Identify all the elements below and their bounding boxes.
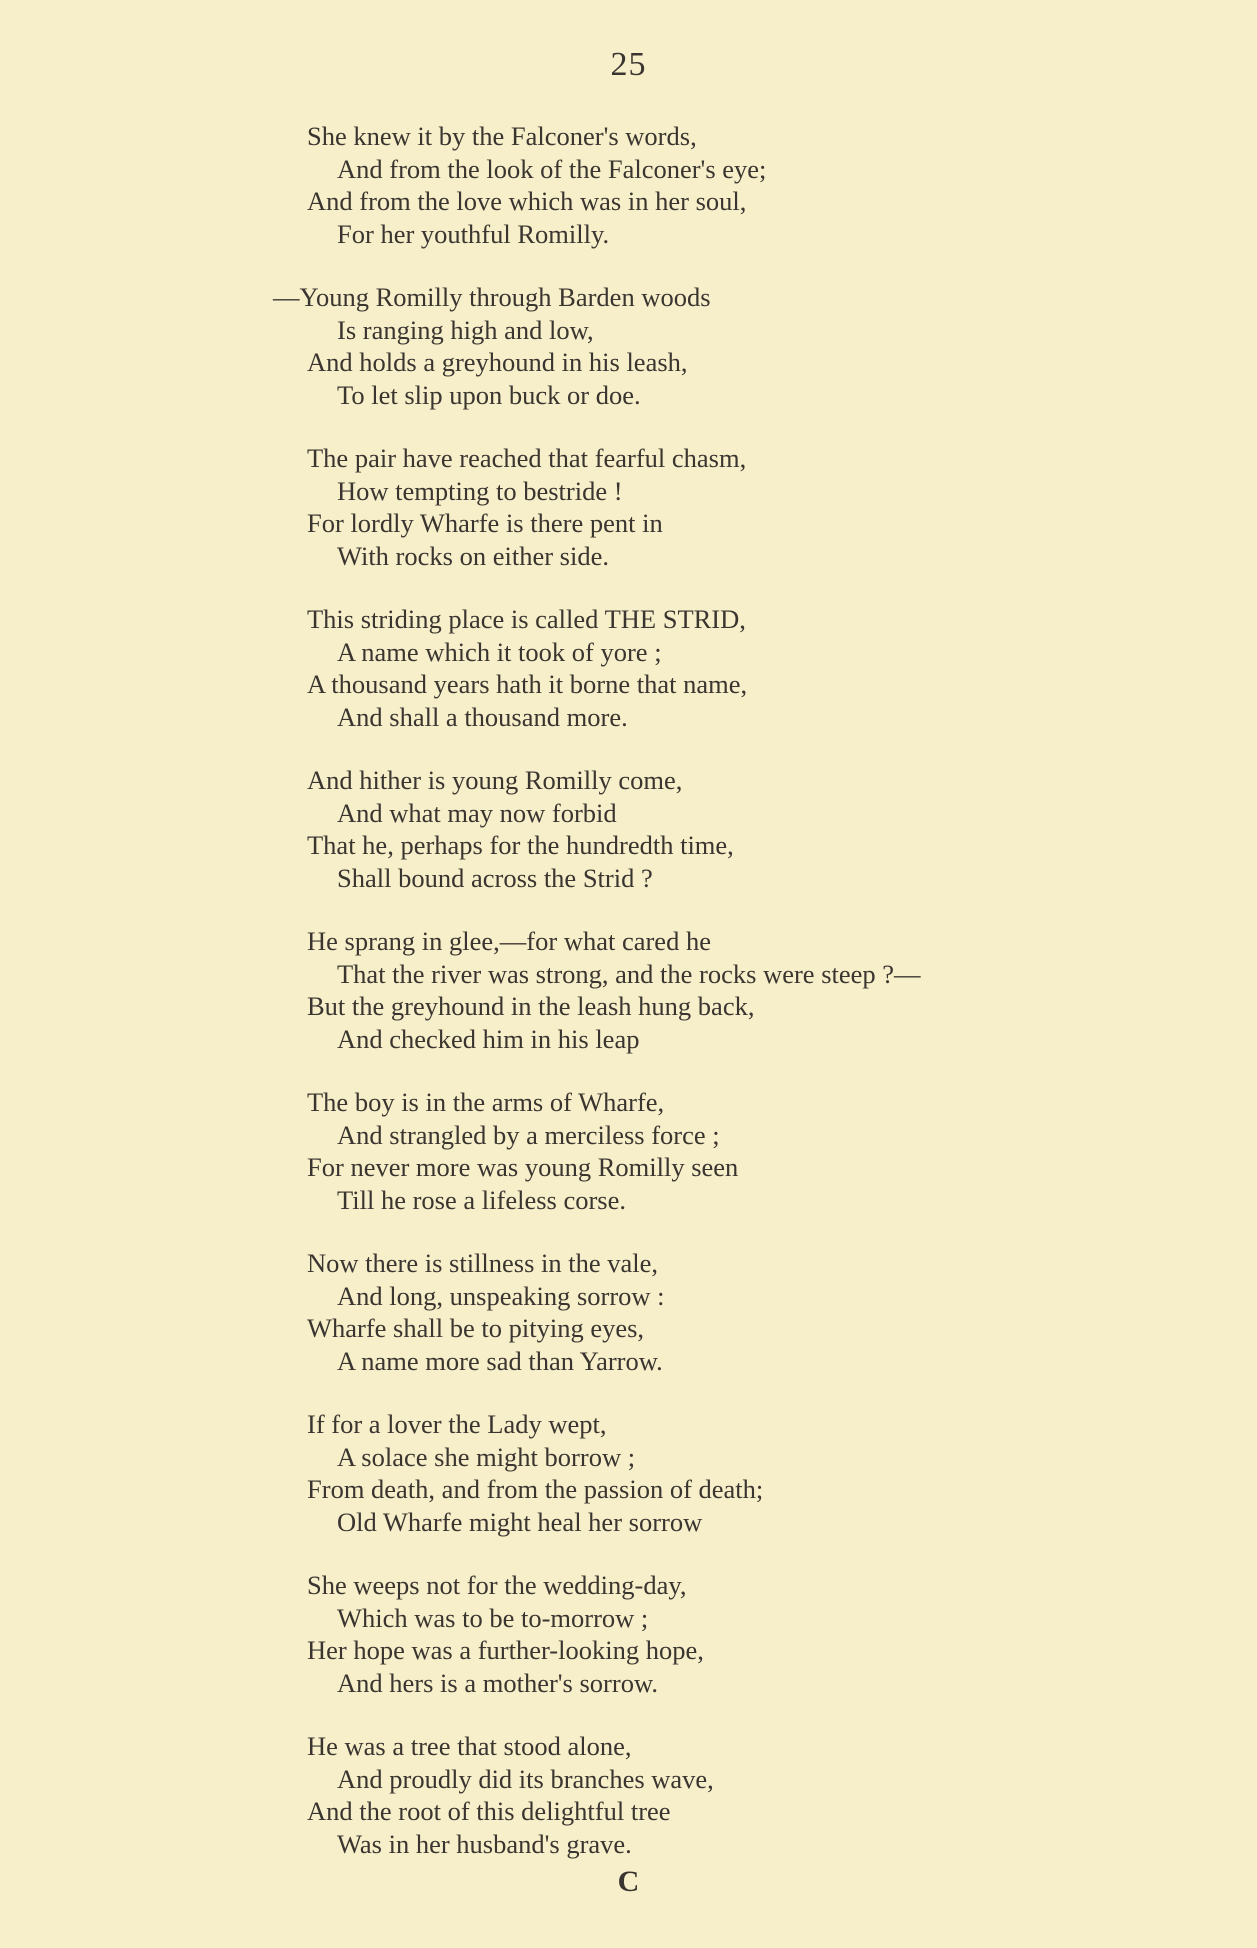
poem-line: And checked him in his leap: [337, 1023, 640, 1054]
poem-line: Her hope was a further-looking hope,: [307, 1635, 704, 1665]
poem-line: Till he rose a lifeless corse.: [337, 1184, 626, 1215]
poem-line: A solace she might borrow ;: [337, 1441, 636, 1472]
poem-line: —Young Romilly through Barden woods: [273, 282, 711, 312]
poem-line: And long, unspeaking sorrow :: [337, 1280, 665, 1311]
poem-line: Shall bound across the Strid ?: [337, 862, 653, 893]
poem-line: That he, perhaps for the hundredth time,: [307, 830, 734, 860]
poem-line: To let slip upon buck or doe.: [337, 379, 641, 410]
poem-line: And what may now forbid: [337, 797, 617, 828]
poem-line: A name more sad than Yarrow.: [337, 1345, 663, 1376]
stanza: [0, 1247, 1257, 1377]
poem-line: For lordly Wharfe is there pent in: [307, 508, 663, 538]
poem-line: And hers is a mother's sorrow.: [337, 1667, 659, 1698]
stanza: [0, 1408, 1257, 1538]
poem-line: With rocks on either side.: [337, 540, 609, 571]
poem-line: How tempting to bestride !: [337, 475, 623, 506]
poem-line: And strangled by a merciless force ;: [337, 1119, 720, 1150]
poem-line: Now there is stillness in the vale,: [307, 1248, 659, 1278]
poem-line: Which was to be to-morrow ;: [337, 1602, 649, 1633]
poem-line: And from the love which was in her soul,: [307, 186, 747, 216]
poem-line: And holds a greyhound in his leash,: [307, 347, 688, 377]
poem-line: And proudly did its branches wave,: [337, 1763, 714, 1794]
stanza: [0, 764, 1257, 894]
poem-line: He sprang in glee,—for what cared he: [307, 926, 711, 956]
poem-line: And the root of this delightful tree: [307, 1796, 671, 1826]
stanza: [0, 120, 1257, 250]
page-number: 25: [610, 46, 647, 83]
poem-line: The pair have reached that fearful chasm,: [307, 443, 747, 473]
poem-line: And hither is young Romilly come,: [307, 765, 683, 795]
stanza: [0, 442, 1257, 572]
poem: [0, 120, 1257, 1891]
poem-line: If for a lover the Lady wept,: [307, 1409, 607, 1439]
poem-line: The boy is in the arms of Wharfe,: [307, 1087, 665, 1117]
poem-line: And shall a thousand more.: [337, 701, 628, 732]
stanza: [0, 925, 1257, 1055]
poem-line: Wharfe shall be to pitying eyes,: [307, 1313, 645, 1343]
poem-line: She knew it by the Falconer's words,: [307, 121, 697, 151]
poem-line: A thousand years hath it borne that name,: [307, 669, 748, 699]
stanza: [0, 281, 1257, 411]
poem-line: And from the look of the Falconer's eye;: [337, 153, 767, 184]
signature-mark: C: [617, 1865, 640, 1898]
stanza: [0, 1086, 1257, 1216]
poem-line: But the greyhound in the leash hung back,: [307, 991, 755, 1021]
stanza: [0, 1569, 1257, 1699]
poem-line: From death, and from the passion of death;: [307, 1474, 764, 1504]
poem-line: For her youthful Romilly.: [337, 218, 610, 249]
poem-line: For never more was young Romilly seen: [307, 1152, 739, 1182]
stanza: [0, 1730, 1257, 1860]
poem-line: Old Wharfe might heal her sorrow: [337, 1506, 703, 1537]
stanza: [0, 603, 1257, 733]
poem-line: Is ranging high and low,: [337, 314, 594, 345]
poem-line: A name which it took of yore ;: [337, 636, 662, 667]
poem-line: Was in her husband's grave.: [337, 1828, 632, 1859]
poem-line: He was a tree that stood alone,: [307, 1731, 632, 1761]
poem-line: This striding place is called THE STRID,: [307, 604, 746, 634]
poem-line: That the river was strong, and the rocks were steep ?—: [337, 958, 921, 989]
poem-line: She weeps not for the wedding-day,: [307, 1570, 687, 1600]
